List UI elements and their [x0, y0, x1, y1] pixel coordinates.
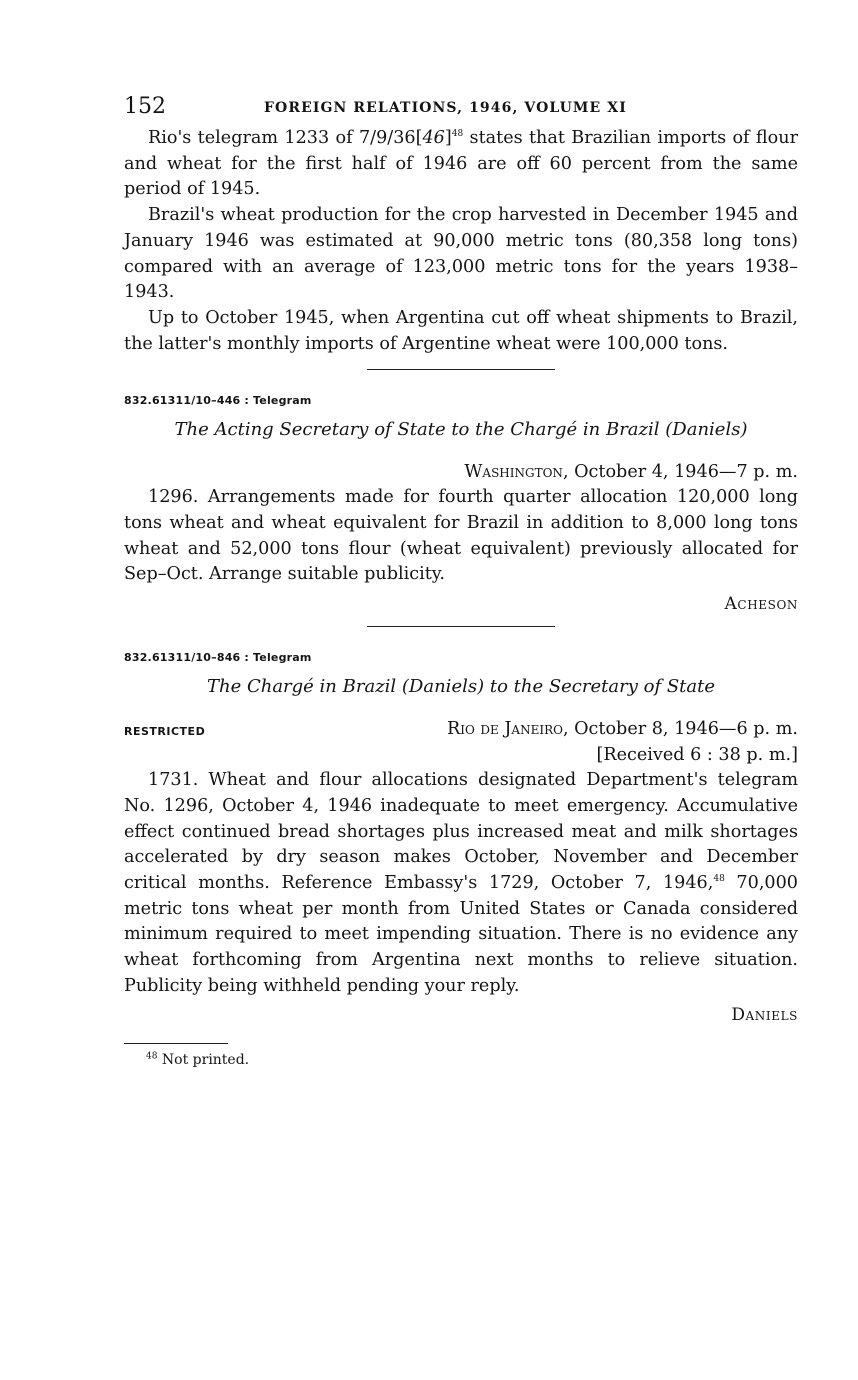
- dateline-place: Washington: [464, 462, 563, 483]
- intro-paragraph-1: [124, 126, 798, 203]
- intro-text: Rio's telegram 1233 of 7/9/36[: [148, 128, 423, 148]
- signature: Daniels: [731, 1005, 798, 1026]
- document-title: The Chargé in Brazil (Daniels) to the Secretary of State: [206, 676, 716, 698]
- file-reference: 832.61311/10–446 : Telegram: [124, 394, 312, 408]
- body-text: 70,000 metric tons wheat per month from United States or Canada considered minimum required to meet impending situation. There is no evidence any wheat forthcoming from Argentina next months to relieve situation. Publicity being withheld pending your reply.: [124, 872, 798, 996]
- intro-bracket: ]: [444, 128, 452, 148]
- footnote-reference: 48: [713, 874, 725, 885]
- telegram-body: [124, 768, 798, 999]
- dateline-row: [124, 716, 798, 742]
- dateline: [124, 459, 798, 485]
- dateline-date: , October 4, 1946—7 p. m.: [562, 462, 798, 483]
- intro-paragraph-2: Brazil's wheat production for the crop harvested in December 1945 and January 1946 was estimated at 90,000 metric tons (80,358 long tons) compared with an average of 123,000 metric tons for the years 1938–1943.: [124, 205, 798, 303]
- running-head: [124, 92, 798, 126]
- footnote-marker: 48: [146, 1051, 158, 1062]
- footnote-reference: 48: [451, 129, 464, 140]
- telegram-body: 1296. Arrangements made for fourth quarter allocation 120,000 long tons wheat and wheat equivalent for Brazil in addition to 8,000 long tons wheat and 52,000 tons flour (wheat equivalent) previously allocated for Sep–Oct. Arrange suitable publicity.: [124, 487, 798, 585]
- footnote-divider: [124, 1043, 228, 1044]
- footnote-text: Not printed.: [157, 1052, 250, 1069]
- dateline-date: , October 8, 1946—6 p. m.: [562, 719, 798, 740]
- section-divider: [367, 369, 555, 370]
- document-title: The Acting Secretary of State to the Chargé in Brazil (Daniels): [174, 419, 748, 441]
- footnote: [124, 1052, 798, 1068]
- section-divider: [367, 626, 555, 627]
- running-title: FOREIGN RELATIONS, 1946, VOLUME XI: [264, 100, 627, 116]
- document-page: [124, 92, 798, 1068]
- intro-text: states that Brazilian imports of flour and wheat for the first half of 1946 are off 60 percent from the same period of 1945.: [124, 128, 798, 200]
- classification-label: RESTRICTED: [124, 725, 206, 739]
- received-time: [Received 6 : 38 p. m.]: [596, 745, 798, 766]
- intro-paragraph-3: Up to October 1945, when Argentina cut off wheat shipments to Brazil, the latter's monthly imports of Argentine wheat were 100,000 tons.: [124, 307, 798, 354]
- intro-italic: 46: [422, 128, 445, 148]
- page-number: 152: [124, 94, 166, 119]
- signature: Acheson: [724, 594, 798, 615]
- body-text: 1731. Wheat and flour allocations designated Department's telegram No. 1296, October 4, 1946 inadequate to meet emergency. Accumulative effect continued bread shortages plus increased meat and milk shortages accelerated by dry season makes October, November and December critical months. Reference Embassy's 1729, October 7, 1946,: [124, 770, 798, 893]
- file-reference: 832.61311/10–846 : Telegram: [124, 651, 312, 665]
- dateline-place: Rio de Janeiro: [446, 719, 563, 740]
- dateline: [124, 716, 798, 742]
